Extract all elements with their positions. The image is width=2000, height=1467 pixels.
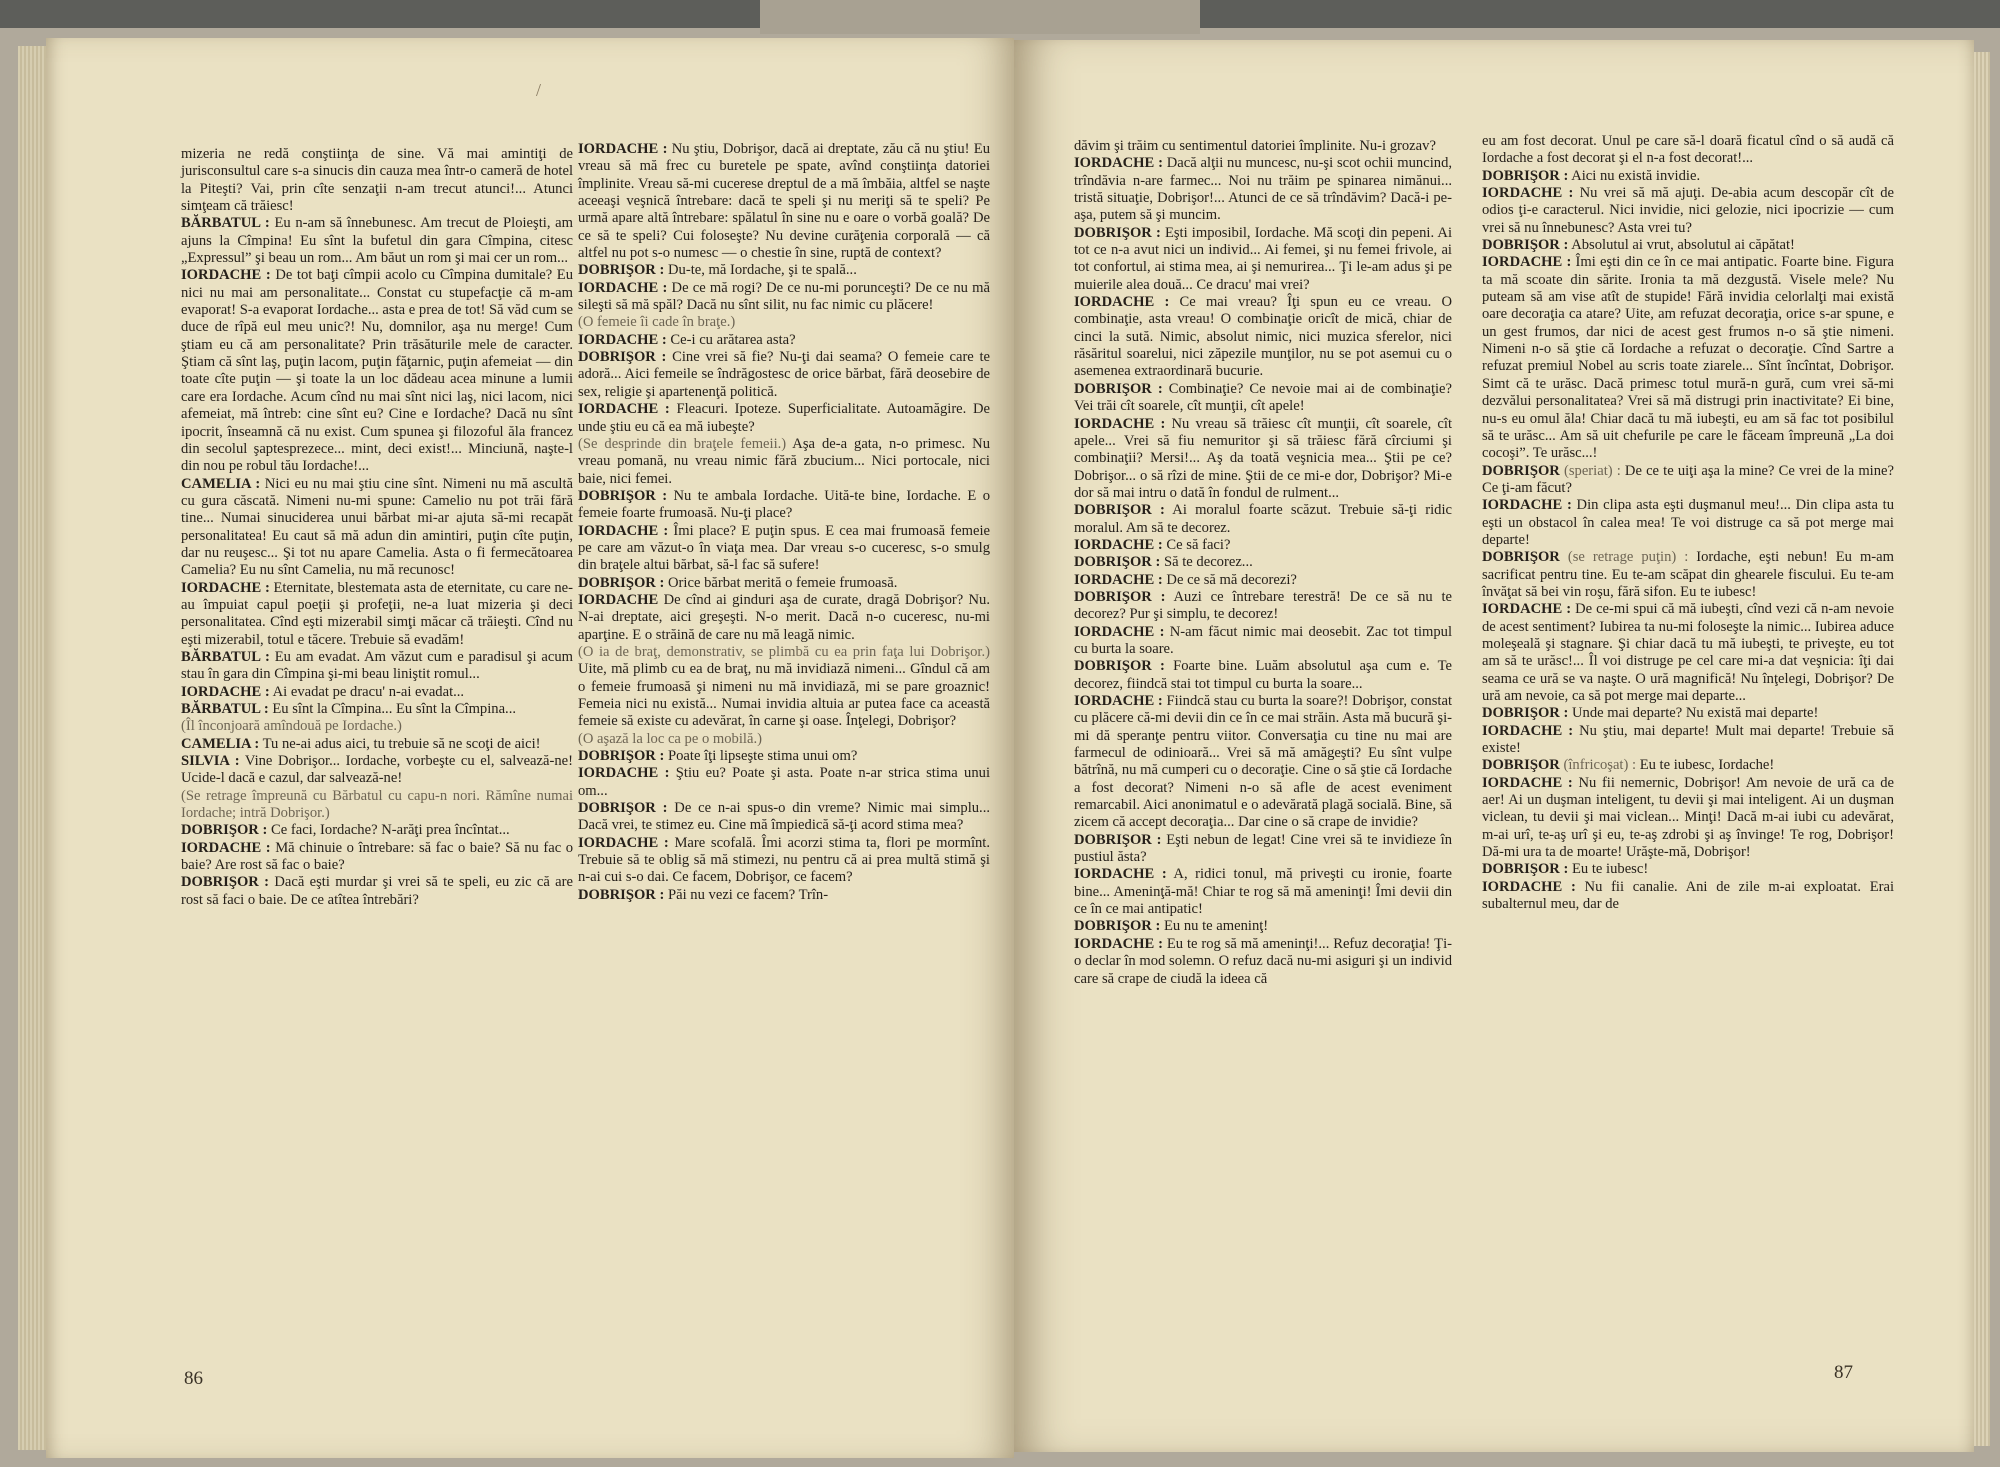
line-text: Ştiu eu? Poate şi asta. Poate n-ar strica stima unui om... <box>578 765 990 799</box>
line-text: Fiindcă stau cu burta la soare?! Dobrişor, constat cu plăcere că-mi devii din ce în ce mai străin. Asta mă bucură şi-mi dă speranţe pentru viitor. Conversaţia cu tine nu mai are farmecul de odinioară... Vrei să mă amăgeşti? Eu sînt vulpe bătrînă, nu mă cumperi cu o decoraţie. Cine o să ştie că Iordache a fost decorat? Nimeni n-o să afle de acest eveniment remarcabil. Aici anonimatul e o adevărată plagă socială. Bine, să zicem că accept decoraţia... Dar cine o să crape de invidie? <box>1074 693 1452 831</box>
dialogue-line <box>181 840 573 875</box>
left-page-edges <box>18 46 48 1450</box>
line-text: A, ridici tonul, mă priveşti cu ironie, foarte bine... Ameninţă-mă! Chiar te rog să mă ameninţi! Îmi devii din ce în ce mai antipatic! <box>1074 866 1453 918</box>
speaker-name: IORDACHE : <box>181 839 271 856</box>
speaker-name: IORDACHE : <box>1074 623 1165 640</box>
line-text: Eşti nebun de legat! Cine vrei să te invidieze în pustiul ăsta? <box>1074 831 1452 866</box>
left-page-column-1 <box>181 146 573 909</box>
dialogue-line <box>181 684 573 701</box>
speaker-name: BĂRBATUL : <box>181 648 270 665</box>
line-text: Mare scofală. Îmi acorzi stima ta, flori pe mormînt. Trebuie să te oblig să mă stimezi, nu pentru că ai prea multă stimă şi n-ai cui s-o dai. Ce facem, Dobrişor, ce facem? <box>578 834 991 886</box>
dialogue-line <box>1482 497 1894 549</box>
speaker-name: DOBRIŞOR : <box>578 487 668 504</box>
right-page-edges <box>1972 52 1990 1446</box>
book-cover-top <box>760 0 1200 34</box>
right-page-column-2 <box>1482 133 1894 913</box>
line-text: Nu te ambala Iordache. Uită-te bine, Iordache. E o femeie foarte frumoasă. Nu-ţi place? <box>578 487 990 522</box>
line-text: Ce faci, Iordache? N-arăţi prea încîntat... <box>267 822 510 839</box>
dialogue-line <box>578 523 990 575</box>
line-text: Fleacuri. Ipoteze. Superficialitate. Autoamăgire. De unde ştiu eu că ea mă iubeşte? <box>578 401 990 435</box>
line-text: Eu sînt la Cîmpina... Eu sînt la Cîmpina... <box>268 701 516 717</box>
speaker-name: IORDACHE : <box>578 834 669 851</box>
line-text: Eu te iubesc! <box>1568 861 1649 878</box>
line-text: Uite, mă plimb cu ea de braţ, nu mă invidiază nimeni... Gîndul că am o femeie frumoasă şi nimeni nu mă invidiază, mi se pare groaznic! Femeia nici nu există... Numai invidia altuia ar putea face ca această femeie să existe cu adevărat, în carne şi oase. Înţelegi, Dobrişor? <box>578 661 990 730</box>
dialogue-line <box>1482 601 1894 705</box>
left-page-column-2 <box>578 141 990 904</box>
speaker-name: IORDACHE : <box>181 579 270 596</box>
dialogue-line <box>1482 723 1894 758</box>
dialogue-line <box>578 314 990 331</box>
speaker-name: DOBRIŞOR : <box>1074 588 1166 605</box>
line-text: N-am făcut nimic mai deosebit. Zac tot timpul cu burta la soare. <box>1074 623 1452 657</box>
stage-direction: (O aşază la loc ca pe o mobilă.) <box>578 730 762 747</box>
dialogue-line <box>1074 381 1452 416</box>
speaker-name: IORDACHE : <box>1074 693 1163 709</box>
speaker-name: DOBRIŞOR : <box>578 748 665 765</box>
dialogue-line <box>181 788 573 823</box>
dialogue-line <box>1074 693 1452 832</box>
line-text: Poate îţi lipseşte stima unui om? <box>664 748 858 765</box>
line-text: Nu fii canalie. Ani de zile m-ai exploatat. Erai subalternul meu, dar de <box>1482 878 1895 913</box>
speaker-name: IORDACHE : <box>578 331 667 348</box>
dialogue-line <box>1074 572 1452 589</box>
dialogue-line <box>1482 254 1894 462</box>
line-text: Eu nu te ameninţ! <box>1160 918 1269 935</box>
line-text: Dacă eşti murdar şi vrei să te speli, eu zic că are rost să faci o baie. De ce atîtea întrebări? <box>181 874 574 908</box>
line-text: Foarte bine. Luăm absolutul aşa cum e. Te decorez, fiindcă stai tot timpul cu burta la soare... <box>1074 658 1452 692</box>
speaker-name: DOBRIŞOR <box>1482 549 1560 566</box>
line-text: Orice bărbat merită o femeie frumoasă. <box>664 574 898 591</box>
speaker-name: IORDACHE : <box>1482 497 1572 514</box>
dialogue-line <box>181 215 573 267</box>
line-text: Ai evadat pe dracu' n-ai evadat... <box>269 683 465 700</box>
speaker-name: IORDACHE : <box>578 141 668 157</box>
dialogue-line <box>578 748 990 765</box>
speaker-name: IORDACHE : <box>1482 774 1573 791</box>
dialogue-line <box>578 280 990 315</box>
dialogue-line <box>1074 936 1452 988</box>
dialogue-line <box>1074 537 1452 554</box>
speaker-name: DOBRIŞOR : <box>1074 918 1161 935</box>
speaker-name: IORDACHE <box>578 591 659 608</box>
stage-direction: (O femeie îi cade în braţe.) <box>578 314 736 331</box>
dialogue-line <box>1482 775 1894 862</box>
speaker-name: IORDACHE : <box>1482 601 1572 618</box>
dialogue-line <box>578 800 990 835</box>
line-text: De ce-mi spui că mă iubeşti, cînd vezi că n-am nevoie de acest sentiment? Iubirea ta nu-mi foloseşte la nimic... Iubirea aduce moleşeală şi stagnare. Şi chiar dacă tu mă iubeşti, te priveşte, eu tot am să te urăsc!... Îl voi distruge pe cel care mi-a dat veşnicia: îţi dai seama ce ură se va naşte. O ură magnifică! Nu înţelegi, Dobrişor? De ură am nevoie, ca să pot merge mai departe... <box>1482 601 1894 704</box>
dialogue-line <box>181 580 573 649</box>
speaker-name: DOBRIŞOR : <box>1074 554 1161 571</box>
speaker-name: IORDACHE : <box>1074 294 1170 311</box>
right-page-column-1 <box>1074 138 1452 988</box>
line-text: De ce te uiţi aşa la mine? Ce vrei de la mine? Ce ţi-am făcut? <box>1482 462 1894 496</box>
line-text: Ce să faci? <box>1162 536 1231 553</box>
line-text: Eşti imposibil, Iordache. Mă scoţi din pepeni. Ai tot ce n-a avut nici un individ... Ai femei, şi nu femei frivole, ai tot confortul, ai stima mea, ai şi nemurirea... Ţi le-am adus şi pe muierile alea două... Ce dracu' mai vrei? <box>1074 224 1453 293</box>
dialogue-line <box>181 649 573 684</box>
dialogue-line <box>181 701 573 718</box>
line-text: Tu ne-ai adus aici, tu trebuie să ne scoţi de aici! <box>259 735 541 752</box>
speaker-name: DOBRIŞOR : <box>1482 705 1569 722</box>
dialogue-line <box>578 488 990 523</box>
line-text: Aici nu există invidie. <box>1568 167 1701 184</box>
speaker-name: DOBRIŞOR : <box>578 574 665 591</box>
dialogue-line <box>578 349 990 401</box>
left-page <box>46 38 1014 1458</box>
dialogue-line <box>578 332 990 349</box>
line-text: Îmi eşti din ce în ce mai antipatic. Foarte bine. Figura ta mă scoate din sărite. Ironia ta mă dezgustă. Visele mele? Nu puteam să am vise atît de stupide! Fără invidia celorlalţi mai există oare decoraţia ca atare? Uite, am refuzat decoraţia, orice s-ar spune, e un gest frumos, dar nici de acest gest frumos n-o să ştie nimeni. Nimeni n-o să ştie că Iordache a refuzat o decoraţie. Cînd Sartre a refuzat premiul Nobel au scris toate ziarele... Sînt încîntat, Dobrişor. Simt că te urăsc. Dacă primesc totul mură-n gură, cum vrei să-mi dezvălui personalitatea? Vrei să mă distrugi prin inactivitate? Ei bine, nu-s eu omul ăla! Chiar dacă tu mă iubeşti, eu am să fac tot posibilul să te urăsc... Am să uit chefurile pe care le făceam împreună „La doi cocoşi”. Te urăsc...! <box>1482 254 1894 462</box>
dialogue-line <box>1074 502 1452 537</box>
line-text: Nici eu nu mai ştiu cine sînt. Nimeni nu mă ascultă cu gura căscată. Nimeni nu-mi spune: Camelio nu pot trăi fără tine... Numai sinuciderea unui bărbat mi-ar ajuta să-mi recapăt personalitatea! Eu caut să mă adun din amintiri, puţin cîte puţin, dar nu reuşesc... Şi tot nu apare Camelia. Asta o fi fermecătoarea Camelia? Eu nu sînt Camelia, nu mă recunosc! <box>181 475 573 579</box>
line-text: eu am fost decorat. Unul pe care să-l doară ficatul cînd o să audă că Iordache a fost decorat şi el n-a fost decorat!... <box>1482 133 1894 167</box>
line-text: mizeria ne redă conştiinţa de sine. Vă mai amintiţi de jurisconsultul care s-a sinucis din cauza mea într-o cameră de hotel la Piteşti? Vai, prin cîte senzaţii n-am trecut atunci!... Atunci simţeam că trăiesc! <box>181 146 573 215</box>
dialogue-line <box>578 592 990 644</box>
line-text: Ce mai vreau? Îţi spun eu ce vreau. O combinaţie, asta vreau! O combinaţie oricît de mică, chiar de cinci la sută. Nimic, absolut nimic, nici muzica sferelor, nici răsăritul soarelui, nici zăpezile munţilor, nu se pot asemui cu o asemenea extraordinară bucurie. <box>1074 294 1453 380</box>
stage-direction: (înfricoşat) : <box>1559 757 1637 774</box>
dialogue-line <box>1074 138 1452 155</box>
dialogue-line <box>1482 185 1894 237</box>
line-text: De ce n-ai spus-o din vreme? Nimic mai simplu... Dacă vrei, te stimez eu. Cine mă împiedică să-ţi acord stima mea? <box>578 800 990 834</box>
dialogue-line <box>1074 225 1452 294</box>
line-text: Nu vrei să mă ajuţi. De-abia acum descopăr cît de odios ţi-e caracterul. Nici invidie, nici gelozie, nici ipocrizie — cum vrei să nu înnebunesc? Asta vrei tu? <box>1482 185 1895 236</box>
speaker-name: CAMELIA : <box>181 475 261 492</box>
line-text: Să te decorez... <box>1160 554 1253 571</box>
dialogue-line <box>1482 705 1894 722</box>
line-text: Dacă alţii nu muncesc, nu-şi scot ochii muncind, trîndăvia n-are farmec... Noi nu trăim pe spinarea nimănui... tristă situaţie, Dobrişor!... Atunci de ce să trîndăvim? Dacă-i pe-aşa, putem să şi muncim. <box>1074 155 1453 224</box>
speaker-name: DOBRIŞOR : <box>1074 658 1165 675</box>
speaker-name: DOBRIŞOR : <box>1074 831 1162 848</box>
line-text: Ce-i cu arătarea asta? <box>666 331 796 348</box>
speaker-name: CAMELIA : <box>181 735 260 752</box>
speaker-name: IORDACHE : <box>1074 536 1163 553</box>
dialogue-line <box>1074 416 1452 503</box>
speaker-name: DOBRIŞOR <box>1482 462 1560 479</box>
margin-mark: / <box>536 80 542 100</box>
dialogue-line <box>1074 554 1452 571</box>
speaker-name: IORDACHE : <box>1074 415 1166 432</box>
dialogue-line <box>1074 832 1452 867</box>
line-text: De tot baţi cîmpii acolo cu Cîmpina dumitale? Eu nici nu mai am personalitate... Constat cu stupefacţie că m-am evaporat! S-a evaporat Iordache... asta e prea de tot! Să văd cum se duce de rîpă eul meu unic?! Nu, domnilor, aşa nu merge! Cum ştiam eu că am personalitate? Prin trăsăturile mele de caracter. Ştiam că sînt laş, puţin lacom, puţin făţarnic, puţin afemeiat — din toate cîte puţin — şi toate la un loc dădeau acea minune a lumii care era Iordache. Acum cînd nu mai sînt nici laş, nici lacom, nici afemeiat, mă întreb: cine sînt eu? Cine e Iordache? Dacă nu sînt ipocrit, înseamnă că nu exist. Cum spunea şi filozoful ăla francez din secolul şaptesprezece... mint, deci exist!... Minciună, naşte-l din nou pe robul tău Iordache!... <box>181 267 574 475</box>
line-text: Nu vreau să trăiesc cît munţii, cît soarele, cît apele... Vrei să fiu nemuritor şi să trăiesc fără cîrciumi şi combinaţii? Mersi!... Aş da toată veşnicia mea... Ştii pe ce? Dobrişor... o să rîzi de mine. Ştii de ce mi-e dor, Dobrişor? Mi-e dor să mai intru o dată în fondul de rulment... <box>1074 415 1452 501</box>
dialogue-line <box>578 765 990 800</box>
speaker-name: IORDACHE : <box>1074 866 1167 883</box>
speaker-name: IORDACHE : <box>578 279 668 296</box>
dialogue-line <box>1482 861 1894 878</box>
dialogue-line <box>578 731 990 748</box>
line-text: Eu am evadat. Am văzut cum e paradisul şi acum stau în gara din Cîmpina şi-mi beau liniştit romul... <box>181 648 573 683</box>
speaker-name: DOBRIŞOR : <box>181 874 270 891</box>
dialogue-line <box>578 401 990 436</box>
dialogue-line <box>578 887 990 904</box>
speaker-name: IORDACHE : <box>1482 254 1572 271</box>
line-text: Îmi place? E puţin spus. E cea mai frumoasă femeie pe care am văzut-o în viaţa mea. Dar vreau s-o cuceresc, s-o smulg din braţele altui bărbat, să-l fac să sufere! <box>578 522 990 574</box>
speaker-name: DOBRIŞOR : <box>578 886 665 903</box>
line-text: Du-te, mă Iordache, şi te spală... <box>664 262 857 279</box>
speaker-name: DOBRIŞOR <box>1482 757 1560 774</box>
dialogue-line <box>181 146 573 215</box>
line-text: Vine Dobrişor... Iordache, vorbeşte cu el, salvează-ne! Ucide-l dacă e cazul, dar salvează-ne! <box>181 753 573 787</box>
dialogue-line <box>1074 589 1452 624</box>
line-text: Ai moralul foarte scăzut. Trebuie să-ţi ridic moralul. Am să te decorez. <box>1074 502 1453 536</box>
dialogue-line <box>578 835 990 887</box>
line-text: Mă chinuie o întrebare: să fac o baie? Să nu fac o baie? Are rost să fac o baie? <box>181 839 574 874</box>
speaker-name: IORDACHE : <box>1482 878 1576 895</box>
stage-direction: (Îl înconjoară amîndouă pe Iordache.) <box>181 718 402 735</box>
dialogue-line <box>578 644 990 731</box>
dialogue-line <box>1482 168 1894 185</box>
dialogue-line <box>1482 879 1894 914</box>
stage-direction: (Se desprinde din braţele femeii.) <box>578 435 787 452</box>
speaker-name: DOBRIŞOR : <box>181 822 268 839</box>
line-text: Din clipa asta eşti duşmanul meu!... Din clipa asta tu eşti un obstacol în calea mea! Te voi distruge ca să pot merge mai departe! <box>1482 497 1895 548</box>
dialogue-line <box>1482 133 1894 168</box>
speaker-name: IORDACHE : <box>1482 722 1574 739</box>
dialogue-line <box>578 262 990 279</box>
line-text: Combinaţie? Ce nevoie mai ai de combinaţie? Vei trăi cît soarele, cît munţii, cît apele! <box>1074 380 1453 415</box>
speaker-name: DOBRIŞOR : <box>578 349 667 366</box>
speaker-name: IORDACHE : <box>578 401 670 418</box>
speaker-name: IORDACHE : <box>578 522 669 539</box>
speaker-name: DOBRIŞOR : <box>1482 167 1569 184</box>
left-page-number: 86 <box>184 1368 203 1389</box>
speaker-name: BĂRBATUL : <box>181 701 269 717</box>
speaker-name: BĂRBATUL : <box>181 215 270 232</box>
dialogue-line <box>181 874 573 909</box>
dialogue-line <box>181 267 573 475</box>
speaker-name: IORDACHE : <box>1482 185 1574 202</box>
stage-direction: (O ia de braţ, demonstrativ, se plimbă cu ea prin faţa lui Dobrişor.) <box>578 643 990 660</box>
speaker-name: DOBRIŞOR : <box>1482 237 1569 254</box>
dialogue-line <box>1482 463 1894 498</box>
right-page-number: 87 <box>1834 1362 1853 1383</box>
line-text: Cine vrei să fie? Nu-ţi dai seama? O femeie care te adoră... Aici femeile se îndrăgostesc de orice bărbat, fără deosebire de sex, religie şi apartenenţă politică. <box>578 349 991 400</box>
line-text: Auzi ce întrebare terestră! De ce să nu te decorez? Pur şi simplu, te decorez! <box>1074 588 1452 623</box>
line-text: Absolutul ai vrut, absolutul ai căpătat! <box>1568 237 1795 254</box>
line-text: Unde mai departe? Nu există mai departe! <box>1568 705 1819 722</box>
speaker-name: IORDACHE : <box>1074 155 1163 172</box>
dialogue-line <box>1074 918 1452 935</box>
speaker-name: DOBRIŞOR : <box>578 262 665 279</box>
line-text: De cînd ai ginduri aşa de curate, dragă Dobrişor? Nu. N-ai dreptate, aici greşeşti. N-o merit. Dacă n-o cuceresc, nu-mi aparţine. E o străină de care nu mă leagă nimic. <box>578 591 990 643</box>
stage-direction: (se retrage puţin) : <box>1559 549 1689 566</box>
line-text: De ce să mă decorezi? <box>1162 571 1297 588</box>
speaker-name: DOBRIŞOR : <box>1482 861 1569 878</box>
dialogue-line <box>1482 757 1894 774</box>
line-text: Nu fii nemernic, Dobrişor! Am nevoie de ură ca de aer! Ai un duşman inteligent, tu devii şi mai inteligent. Ai un duşman viclean, tu devii şi mai viclean... Minţi! Dacă m-ai iubi cu adevărat, m-ai urî, te-aş urî şi eu, te-aş zdrobi şi aş învinge! Te rog, Dobrişor! Dă-mi ura ta de moarte! Urăşte-mă, Dobrişor! <box>1482 774 1894 861</box>
dialogue-line <box>1074 155 1452 224</box>
dialogue-line <box>1074 624 1452 659</box>
line-text: De ce mă rogi? De ce nu-mi porunceşti? De ce nu mă sileşti să mă spăl? Dacă nu sînt silit, nu fac nimic cu plăcere! <box>578 279 991 314</box>
speaker-name: IORDACHE : <box>181 267 271 284</box>
dialogue-line <box>181 476 573 580</box>
line-text: Eu te iubesc, Iordache! <box>1636 757 1775 774</box>
speaker-name: IORDACHE : <box>578 765 670 782</box>
speaker-name: DOBRIŞOR : <box>1074 502 1165 519</box>
dialogue-line <box>181 718 573 735</box>
line-text: Iordache, eşti nebun! Eu m-am sacrificat pentru tine. Eu te-am scăpat din ghearele fiscului. Eu te-am învăţat să bei vin roşu, fără sifon. Eu te iubesc! <box>1482 549 1894 600</box>
stage-direction: (Se retrage împreună cu Bărbatul cu capu-n nori. Rămîne numai Iordache; intră Dobrişor.) <box>181 787 573 822</box>
line-text: Nu ştiu, Dobrişor, dacă ai dreptate, zău că nu ştiu! Eu vreau să mă frec cu buretele pe spate, avînd conştiinţa datoriei împlinite. Vreau să-mi cucerese dreptul de a mă îmbăia, altfel se naşte aceeaşi veşnică întrebare: dacă te speli şi nu meriţi să te speli? Pe urmă apare altă întrebare: spălatul în sine nu e oare o vorbă goală? De ce să te speli? Cui foloseşte? Nu devine curăţenia corporală — că altfel nu pot s-o numesc — o chestie în sine, ruptă de context? <box>578 141 991 262</box>
dialogue-line <box>181 736 573 753</box>
speaker-name: DOBRIŞOR : <box>578 800 668 817</box>
speaker-name: SILVIA : <box>181 753 240 770</box>
line-text: Eternitate, blestemata asta de eternitate, cu care ne-au împuiat capul poeţii şi profeţii, ne-a luat mizeria şi deci personalitatea. Cînd eşti mizerabil simţi măcar că trăieşti. Cînd nu eşti mizerabil, totul e tăcere. Trebuie să evadăm! <box>181 579 574 648</box>
dialogue-line <box>181 753 573 788</box>
stage-direction: (speriat) : <box>1559 462 1621 479</box>
speaker-name: DOBRIŞOR : <box>1074 380 1163 397</box>
line-text: Eu n-am să înnebunesc. Am trecut de Ploieşti, am ajuns la Cîmpina! Eu sînt la bufetul din gara Cîmpina, citesc „Expressul” şi beau un rom... Am băut un rom şi mai cer un rom... <box>181 215 573 267</box>
speaker-name: DOBRIŞOR : <box>1074 224 1161 241</box>
dialogue-line <box>578 436 990 488</box>
speaker-name: IORDACHE : <box>181 683 270 700</box>
dialogue-line <box>1074 658 1452 693</box>
line-text: Eu te rog să mă ameninţi!... Refuz decoraţia! Ţi-o declar în mod solemn. O refuz dacă nu-mi asiguri şi un individ care să crape de ciudă la ideea că <box>1074 935 1452 987</box>
dialogue-line <box>578 141 990 262</box>
dialogue-line <box>1482 549 1894 601</box>
dialogue-line <box>181 822 573 839</box>
line-text: dăvim şi trăim cu sentimentul datoriei împlinite. Nu-i grozav? <box>1074 138 1436 154</box>
speaker-name: IORDACHE : <box>1074 935 1164 952</box>
right-page <box>1014 40 1974 1452</box>
line-text: Nu ştiu, mai departe! Mult mai departe! Trebuie să existe! <box>1482 722 1895 757</box>
speaker-name: IORDACHE : <box>1074 571 1163 588</box>
line-text: Aşa de-a gata, n-o primesc. Nu vreau pomană, nu vreau nimic fără zbucium... Nici portocale, nici baie, nici femei. <box>578 435 990 487</box>
line-text: Păi nu vezi ce facem? Trîn- <box>664 886 829 903</box>
dialogue-line <box>1482 237 1894 254</box>
dialogue-line <box>1074 294 1452 381</box>
dialogue-line <box>578 575 990 592</box>
dialogue-line <box>1074 866 1452 918</box>
